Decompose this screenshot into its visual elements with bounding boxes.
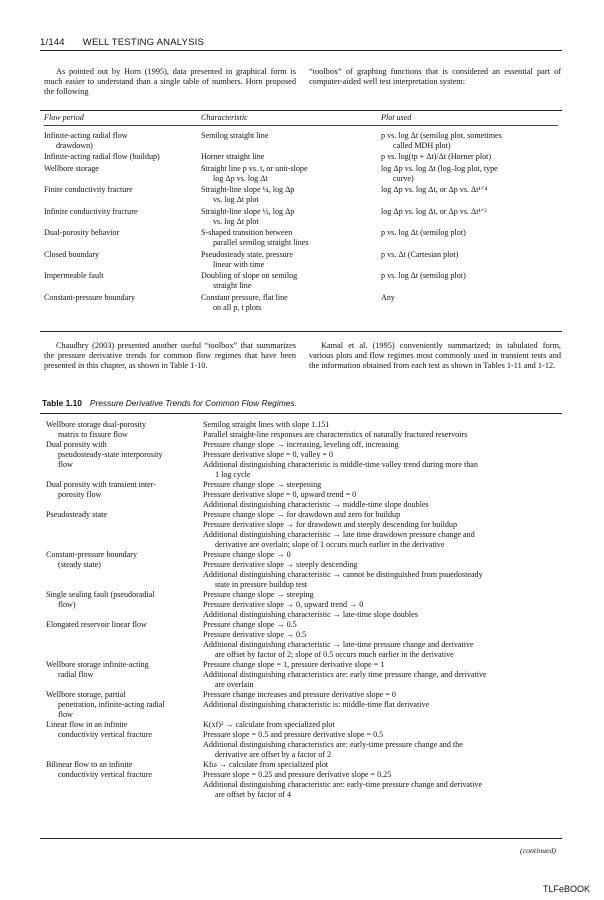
table1-flow-line: Dual-porosity behavior xyxy=(44,228,120,237)
table2-trend-cell xyxy=(203,510,560,550)
table2-regime-line: penetration, infinite-acting radial xyxy=(58,700,165,709)
table1-header-characteristic: Characteristic xyxy=(201,113,248,122)
table2-regime-line: radial flow xyxy=(58,670,94,679)
running-header xyxy=(40,37,204,48)
table1-flow-line: drawdown) xyxy=(56,140,93,150)
table1-cell-flow xyxy=(44,207,201,229)
table1-header-flow: Flow period xyxy=(44,113,84,122)
table1-flow-line: Infinite-acting radial flow (buildup) xyxy=(44,152,160,161)
table2-regime-line: Dual porosity with xyxy=(46,440,107,449)
table1-row xyxy=(44,293,558,315)
table1-char-line: linear with time xyxy=(213,259,265,269)
intro-left-paragraph: As pointed out by Horn (1995), data presented in graphical form is much easier to understand than a single table of numbers. Horn proposed the following xyxy=(44,67,296,97)
table2-trend-cell xyxy=(203,760,560,800)
table1-char-line: Doubling of slope on semilog xyxy=(201,271,298,280)
table1-flow-line: Finite conductivity fracture xyxy=(44,185,133,194)
table2-trend-cell xyxy=(203,550,560,590)
table1-bottom-rule xyxy=(40,331,562,332)
table1-cell-char xyxy=(201,271,381,293)
table1-row xyxy=(44,250,558,272)
table2-trend-line: Semilog straight lines with slope 1.151 xyxy=(203,420,330,429)
table2-caption-label: Table 1.10 xyxy=(42,398,82,408)
table1-flow-line: Wellbore storage xyxy=(44,163,99,173)
table1-cell-plot xyxy=(381,185,558,207)
table2-trend-line: are overlain xyxy=(215,680,254,689)
table2-trend-cell xyxy=(203,420,560,440)
table1-header-row xyxy=(44,113,558,125)
table2-caption-text: Pressure Derivative Trends for Common Flow Regimes. xyxy=(89,398,297,408)
table2-trend-cell xyxy=(203,660,560,690)
table2-regime-cell xyxy=(46,690,203,720)
table1-row xyxy=(44,152,558,164)
chapter-title: WELL TESTING ANALYSIS xyxy=(82,37,205,48)
table1-row xyxy=(44,228,558,250)
table2-trend-cell xyxy=(203,720,560,760)
flow-period-table xyxy=(44,113,558,314)
table2-regime-line: flow xyxy=(58,710,73,719)
page-number: 1/144 xyxy=(40,37,65,48)
table1-char-line: Straight-line slope ¼, log Δp xyxy=(201,185,295,194)
table2-row xyxy=(46,760,560,800)
table2-row xyxy=(46,550,560,590)
table2-trend-line: K(xf)² → calculate from specialized plot xyxy=(203,720,335,729)
table2-regime-cell xyxy=(46,720,203,760)
table2-regime-line: Single sealing fault (pseudoradial xyxy=(46,590,155,599)
table1-char-line: Straight-line slope ½, log Δp xyxy=(201,206,295,216)
table2-trend-line: Pressure derivative slope → for drawdown and steeply descending for buildup xyxy=(203,520,457,529)
table2-trend-line: Additional distinguishing characteristic is: middle-time flat derivative xyxy=(203,700,430,709)
table2-trend-line: Parallel straight-line responses are characteristics of naturally fractured reservoirs xyxy=(203,430,468,439)
table2-regime-line: Constant-pressure boundary xyxy=(46,550,138,559)
table2-trend-cell xyxy=(203,690,560,720)
table1-cell-plot xyxy=(381,271,558,293)
table1-cell-char xyxy=(201,152,381,164)
table1-plot-line: log Δp vs. log Δt, or Δp vs. Δt¹ᐟ⁴ xyxy=(381,185,488,194)
table2-regime-line: flow xyxy=(58,460,73,469)
table2-trend-line: Pressure change slope → steeping xyxy=(203,590,314,599)
table2-trend-line: Pressure derivative slope = 0, valley = 0 xyxy=(203,450,334,459)
table2-trend-line: are offset by factor of 4 xyxy=(215,790,292,799)
header-rule xyxy=(40,50,562,51)
table2-caption xyxy=(42,398,297,408)
table2-trend-line: derivative are overlain; slope of 1 occurs much earlier in the derivative xyxy=(215,540,445,549)
table1-plot-line: p vs. Δt (Cartesian plot) xyxy=(381,249,459,259)
table1-plot-line: curve) xyxy=(393,173,414,183)
table1-cell-flow xyxy=(44,131,201,153)
table1-char-line: S-shaped transition between xyxy=(201,228,293,237)
table1-cell-flow xyxy=(44,164,201,186)
table2-regime-cell xyxy=(46,590,203,620)
table1-row xyxy=(44,207,558,229)
table2-trend-line: Pressure slope = 0.5 and pressure derivative slope = 0.5 xyxy=(203,730,384,739)
table1-cell-plot xyxy=(381,131,558,153)
table1-cell-char xyxy=(201,293,381,315)
table1-plot-line: log Δp vs. log Δt (log–log plot, type xyxy=(381,163,498,173)
table2-trend-line: Additional distinguishing characteristics are: early time pressure change, and derivative xyxy=(203,670,487,679)
table1-cell-plot xyxy=(381,164,558,186)
table1-top-rule xyxy=(40,110,562,111)
table1-cell-flow xyxy=(44,271,201,293)
table2-regime-line: Dual porosity with transient inter- xyxy=(46,480,156,489)
pressure-derivative-table xyxy=(46,420,560,800)
table1-plot-line: p vs. log Δt (semilog plot) xyxy=(381,228,466,237)
table2-regime-cell xyxy=(46,480,203,510)
table1-plot-line: log Δp vs. log Δt, or Δp vs. Δt¹ᐟ² xyxy=(381,206,487,216)
table2-regime-line: Wellbore storage dual-porosity xyxy=(46,420,147,429)
table1-char-line: vs. log Δt plot xyxy=(213,195,259,204)
table2-trend-line: Additional distinguishing characteristic is middle-time valley trend during more than xyxy=(203,460,478,469)
table1-char-line: vs. log Δt plot xyxy=(213,216,259,226)
table2-trend-line: Pressure derivative slope → steeply descending xyxy=(203,560,358,569)
table2-trend-line: Additional distinguishing characteristic → late-time slope doubles xyxy=(203,610,418,619)
table2-trend-cell xyxy=(203,440,560,480)
table1-char-line: Constant pressure, flat line xyxy=(201,292,288,302)
table1-plot-line: p vs. log(tp + Δt)/Δt (Horner plot) xyxy=(381,152,492,161)
table2-regime-line: flow) xyxy=(58,600,76,609)
table2-regime-line: Pseudosteady state xyxy=(46,510,107,519)
table2-row xyxy=(46,440,560,480)
table2-trend-cell xyxy=(203,620,560,660)
table2-trend-cell xyxy=(203,590,560,620)
table2-trend-line: state in pressure buildup test xyxy=(215,580,308,589)
table1-char-line: parallel semilog straight lines xyxy=(213,238,309,247)
table2-regime-cell xyxy=(46,760,203,800)
table2-trend-line: Pressure change slope = 1, pressure derivative slope = 1 xyxy=(203,660,385,669)
table2-row xyxy=(46,720,560,760)
table1-cell-flow xyxy=(44,293,201,315)
table1-row xyxy=(44,164,558,186)
table1-cell-flow xyxy=(44,250,201,272)
table1-flow-line: Impermeable fault xyxy=(44,271,104,280)
table1-flow-line: Infinite conductivity fracture xyxy=(44,206,138,216)
table1-cell-flow xyxy=(44,152,201,164)
table1-cell-plot xyxy=(381,207,558,229)
table1-cell-plot xyxy=(381,152,558,164)
table1-cell-char xyxy=(201,228,381,250)
table2-regime-line: conductivity vertical fracture xyxy=(58,770,152,779)
table2-row xyxy=(46,660,560,690)
table1-char-line: on all p, t plots xyxy=(213,302,262,312)
table2-regime-line: pseudosteady-state interporosity xyxy=(58,450,163,459)
table2-trend-line: Pressure change slope → steepening xyxy=(203,480,322,489)
table1-cell-char xyxy=(201,207,381,229)
intro-right-paragraph: “toolbox” of graphing functions that is considered an essential part of computer-aided well test interpretation system: xyxy=(309,67,561,87)
table1-plot-line: Any xyxy=(381,292,395,302)
table2-regime-line: Linear flow in an infinite xyxy=(46,720,128,729)
table1-char-line: log Δp vs. log Δt xyxy=(213,173,268,183)
continued-note: (continued) xyxy=(520,846,556,855)
table2-trend-line: Pressure derivative slope → 0.5 xyxy=(203,630,307,639)
table1-char-line: Straight line p vs. t, or unit-slope xyxy=(201,163,308,173)
mid-right-paragraph: Kamal et al. (1995) conveniently summarized; in tabulated form, various plots and flow regimes most commonly used in transient tests and the information obtained from each test as shown in Tables 1-11 and 1-12. xyxy=(309,341,561,371)
table2-top-rule xyxy=(40,413,562,414)
table2-trend-line: Pressure change slope → 0 xyxy=(203,550,291,559)
table1-plot-line: p vs. log Δt (semilog plot) xyxy=(381,271,466,280)
table2-bottom-rule xyxy=(40,838,562,839)
table2-trend-line: Additional distinguishing characteristic → late time drawdown pressure change and xyxy=(203,530,475,539)
table2-trend-line: are offset by factor of 2; slope of 0.5 occurs much earlier in the derivative xyxy=(215,650,454,659)
table2-trend-line: 1 log cycle xyxy=(215,470,251,479)
table2-regime-cell xyxy=(46,420,203,440)
table2-regime-cell xyxy=(46,660,203,690)
table2-row xyxy=(46,480,560,510)
table2-row xyxy=(46,590,560,620)
table1-plot-line: called MDH plot) xyxy=(393,140,451,150)
table2-regime-line: (steady state) xyxy=(58,560,101,569)
table2-trend-line: Additional distinguishing characteristics are: early-time pressure change and the xyxy=(203,740,463,749)
table2-trend-line: Kfω → calculate from specialized plot xyxy=(203,760,329,769)
table2-trend-line: Pressure change slope → 0.5 xyxy=(203,620,297,629)
table1-cell-flow xyxy=(44,185,201,207)
table1-cell-plot xyxy=(381,228,558,250)
table2-row xyxy=(46,690,560,720)
table2-regime-cell xyxy=(46,510,203,550)
footer-watermark: TLFeBOOK xyxy=(542,884,590,894)
table1-cell-plot xyxy=(381,250,558,272)
table2-trend-line: Pressure change increases and pressure derivative slope = 0 xyxy=(203,690,396,699)
table1-flow-line: Closed boundary xyxy=(44,249,100,259)
table2-trend-line: Additional distinguishing characteristic → late-time pressure change and derivative xyxy=(203,640,474,649)
table2-trend-line: Pressure change slope → increasing, leveling off, increasing xyxy=(203,440,399,449)
table2-regime-line: matrix to fissure flow xyxy=(58,430,128,439)
table1-row xyxy=(44,131,558,153)
table1-row xyxy=(44,185,558,207)
table1-char-line: Horner straight line xyxy=(201,152,265,161)
table2-trend-line: Pressure derivative slope = 0, upward trend = 0 xyxy=(203,490,357,499)
table2-trend-line: Pressure derivative slope → 0, upward trend → 0 xyxy=(203,600,364,609)
table2-regime-line: Bilinear flow to an infinite xyxy=(46,760,133,769)
table2-regime-line: conductivity vertical fracture xyxy=(58,730,152,739)
table1-cell-plot xyxy=(381,293,558,315)
table1-header-plot: Plot used xyxy=(381,113,412,122)
table1-cell-char xyxy=(201,131,381,153)
table2-regime-cell xyxy=(46,620,203,660)
table2-trend-line: Additional distinguishing characteristic → middle-time slope doubles xyxy=(203,500,429,509)
table1-row xyxy=(44,271,558,293)
table1-char-line: Semilog straight line xyxy=(201,130,269,140)
table2-regime-cell xyxy=(46,550,203,590)
table2-trend-line: Additional distinguishing characteristic are: early-time pressure change and derivative xyxy=(203,780,483,789)
mid-left-paragraph: Chaudhry (2003) presented another useful “toolbox” that summarizes the pressure derivative trends for common flow regimes that have been presented in this chapter, as shown in Table 1-10. xyxy=(44,341,296,371)
table2-row xyxy=(46,510,560,550)
table2-regime-line: Wellbore storage, partial xyxy=(46,690,126,699)
table1-plot-line: p vs. log Δt (semilog plot, sometimes xyxy=(381,130,502,140)
table2-trend-cell xyxy=(203,480,560,510)
table2-regime-line: porosity flow xyxy=(58,490,102,499)
table2-trend-line: derivative are offset by a factor of 2 xyxy=(215,750,332,759)
table2-regime-cell xyxy=(46,440,203,480)
table2-trend-line: Pressure change slope → for drawdown and zero for buildup xyxy=(203,510,401,519)
table1-char-line: straight line xyxy=(213,281,252,290)
table1-char-line: Pseudosteady state, pressure xyxy=(201,249,293,259)
table1-cell-char xyxy=(201,164,381,186)
table2-regime-line: Wellbore storage infinite-acting xyxy=(46,660,149,669)
table2-regime-line: Elongated reservoir linear flow xyxy=(46,620,147,629)
table1-flow-line: Infinite-acting radial flow xyxy=(44,130,128,140)
table2-trend-line: Pressure slope = 0.25 and pressure derivative slope = 0.25 xyxy=(203,770,392,779)
table2-row xyxy=(46,420,560,440)
table1-cell-char xyxy=(201,250,381,272)
table1-cell-flow xyxy=(44,228,201,250)
table1-cell-char xyxy=(201,185,381,207)
table1-flow-line: Constant-pressure boundary xyxy=(44,292,136,302)
table2-trend-line: Additional distinguishing characteristic → cannot be distinguished from psuedosteady xyxy=(203,570,483,579)
table2-row xyxy=(46,620,560,660)
